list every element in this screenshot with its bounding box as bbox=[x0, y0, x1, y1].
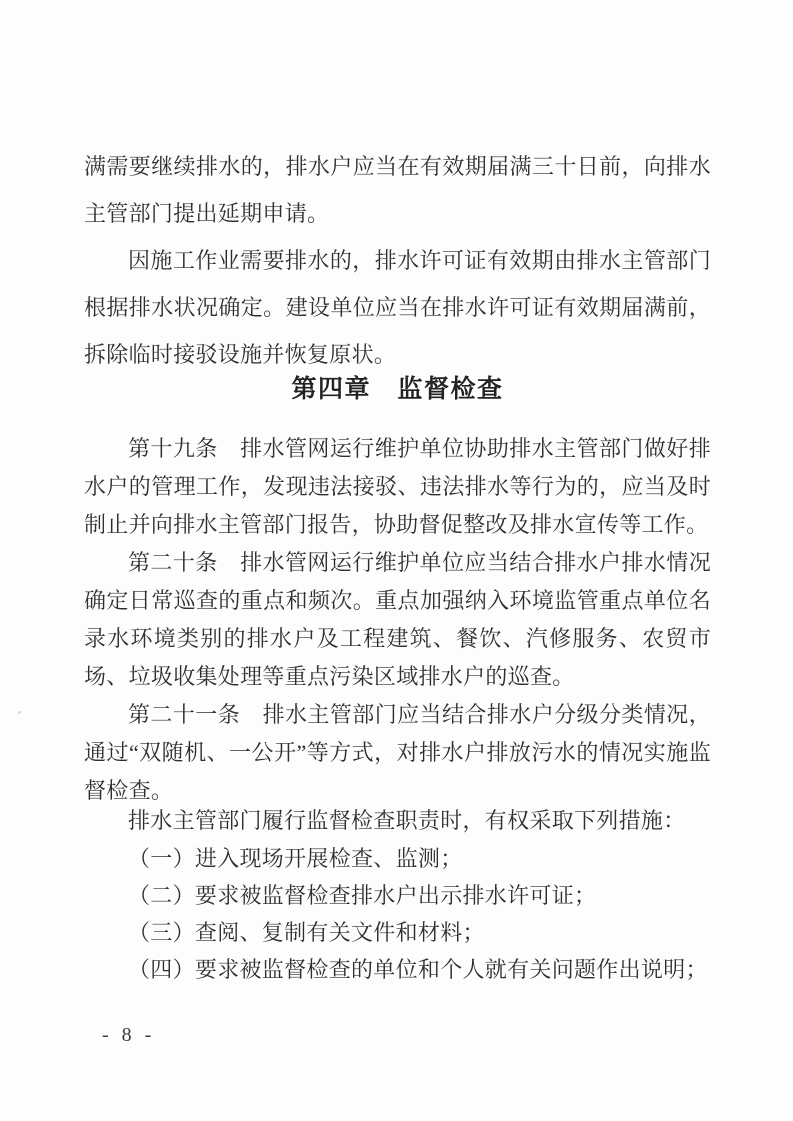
measure-item-3: （三）查阅、复制有关文件和材料； bbox=[128, 920, 485, 945]
measure-item-2: （二）要求被监督检查排水户出示排水许可证； bbox=[128, 883, 597, 908]
page-number: - 8 - bbox=[102, 1024, 156, 1046]
article-20-paragraph: 第二十条 排水管网运行维护单位应当结合排水户排水情况确定日常巡查的重点和频次。重点加强纳入环境监管重点单位名录水环境类别的排水户及工程建筑、餐饮、汽修服务、农贸市场、垃圾收集处理等重点污染区域排水户的巡查。 bbox=[84, 550, 711, 689]
paragraph-permit-renewal-continuation: 满需要继续排水的，排水户应当在有效期届满三十日前，向排水主管部门提出延期申请。 bbox=[84, 154, 711, 226]
page-body bbox=[84, 143, 711, 988]
measure-item-1: （一）进入现场开展检查、监测； bbox=[128, 846, 463, 871]
scan-artifact bbox=[18, 711, 21, 714]
measures-intro-paragraph: 排水主管部门履行监督检查职责时，有权采取下列措施： bbox=[128, 808, 686, 833]
article-21-paragraph: 第二十一条 排水主管部门应当结合排水户分级分类情况，通过“双随机、一公开”等方式，对排水户排放污水的情况实施监督检查。 bbox=[84, 702, 711, 803]
article-19-paragraph: 第十九条 排水管网运行维护单位协助排水主管部门做好排水户的管理工作，发现违法接驳、违法排水等行为的，应当及时制止并向排水主管部门报告，协助督促整改及排水宣传等工作。 bbox=[84, 436, 711, 537]
paragraph-construction-drainage: 因施工作业需要排水的，排水许可证有效期由排水主管部门根据排水状况确定。建设单位应当在排水许可证有效期届满前，拆除临时接驳设施并恢复原状。 bbox=[84, 248, 711, 367]
chapter-heading: 第四章 监督检查 bbox=[291, 376, 504, 403]
measure-item-4: （四）要求被监督检查的单位和个人就有关问题作出说明； bbox=[128, 957, 708, 982]
